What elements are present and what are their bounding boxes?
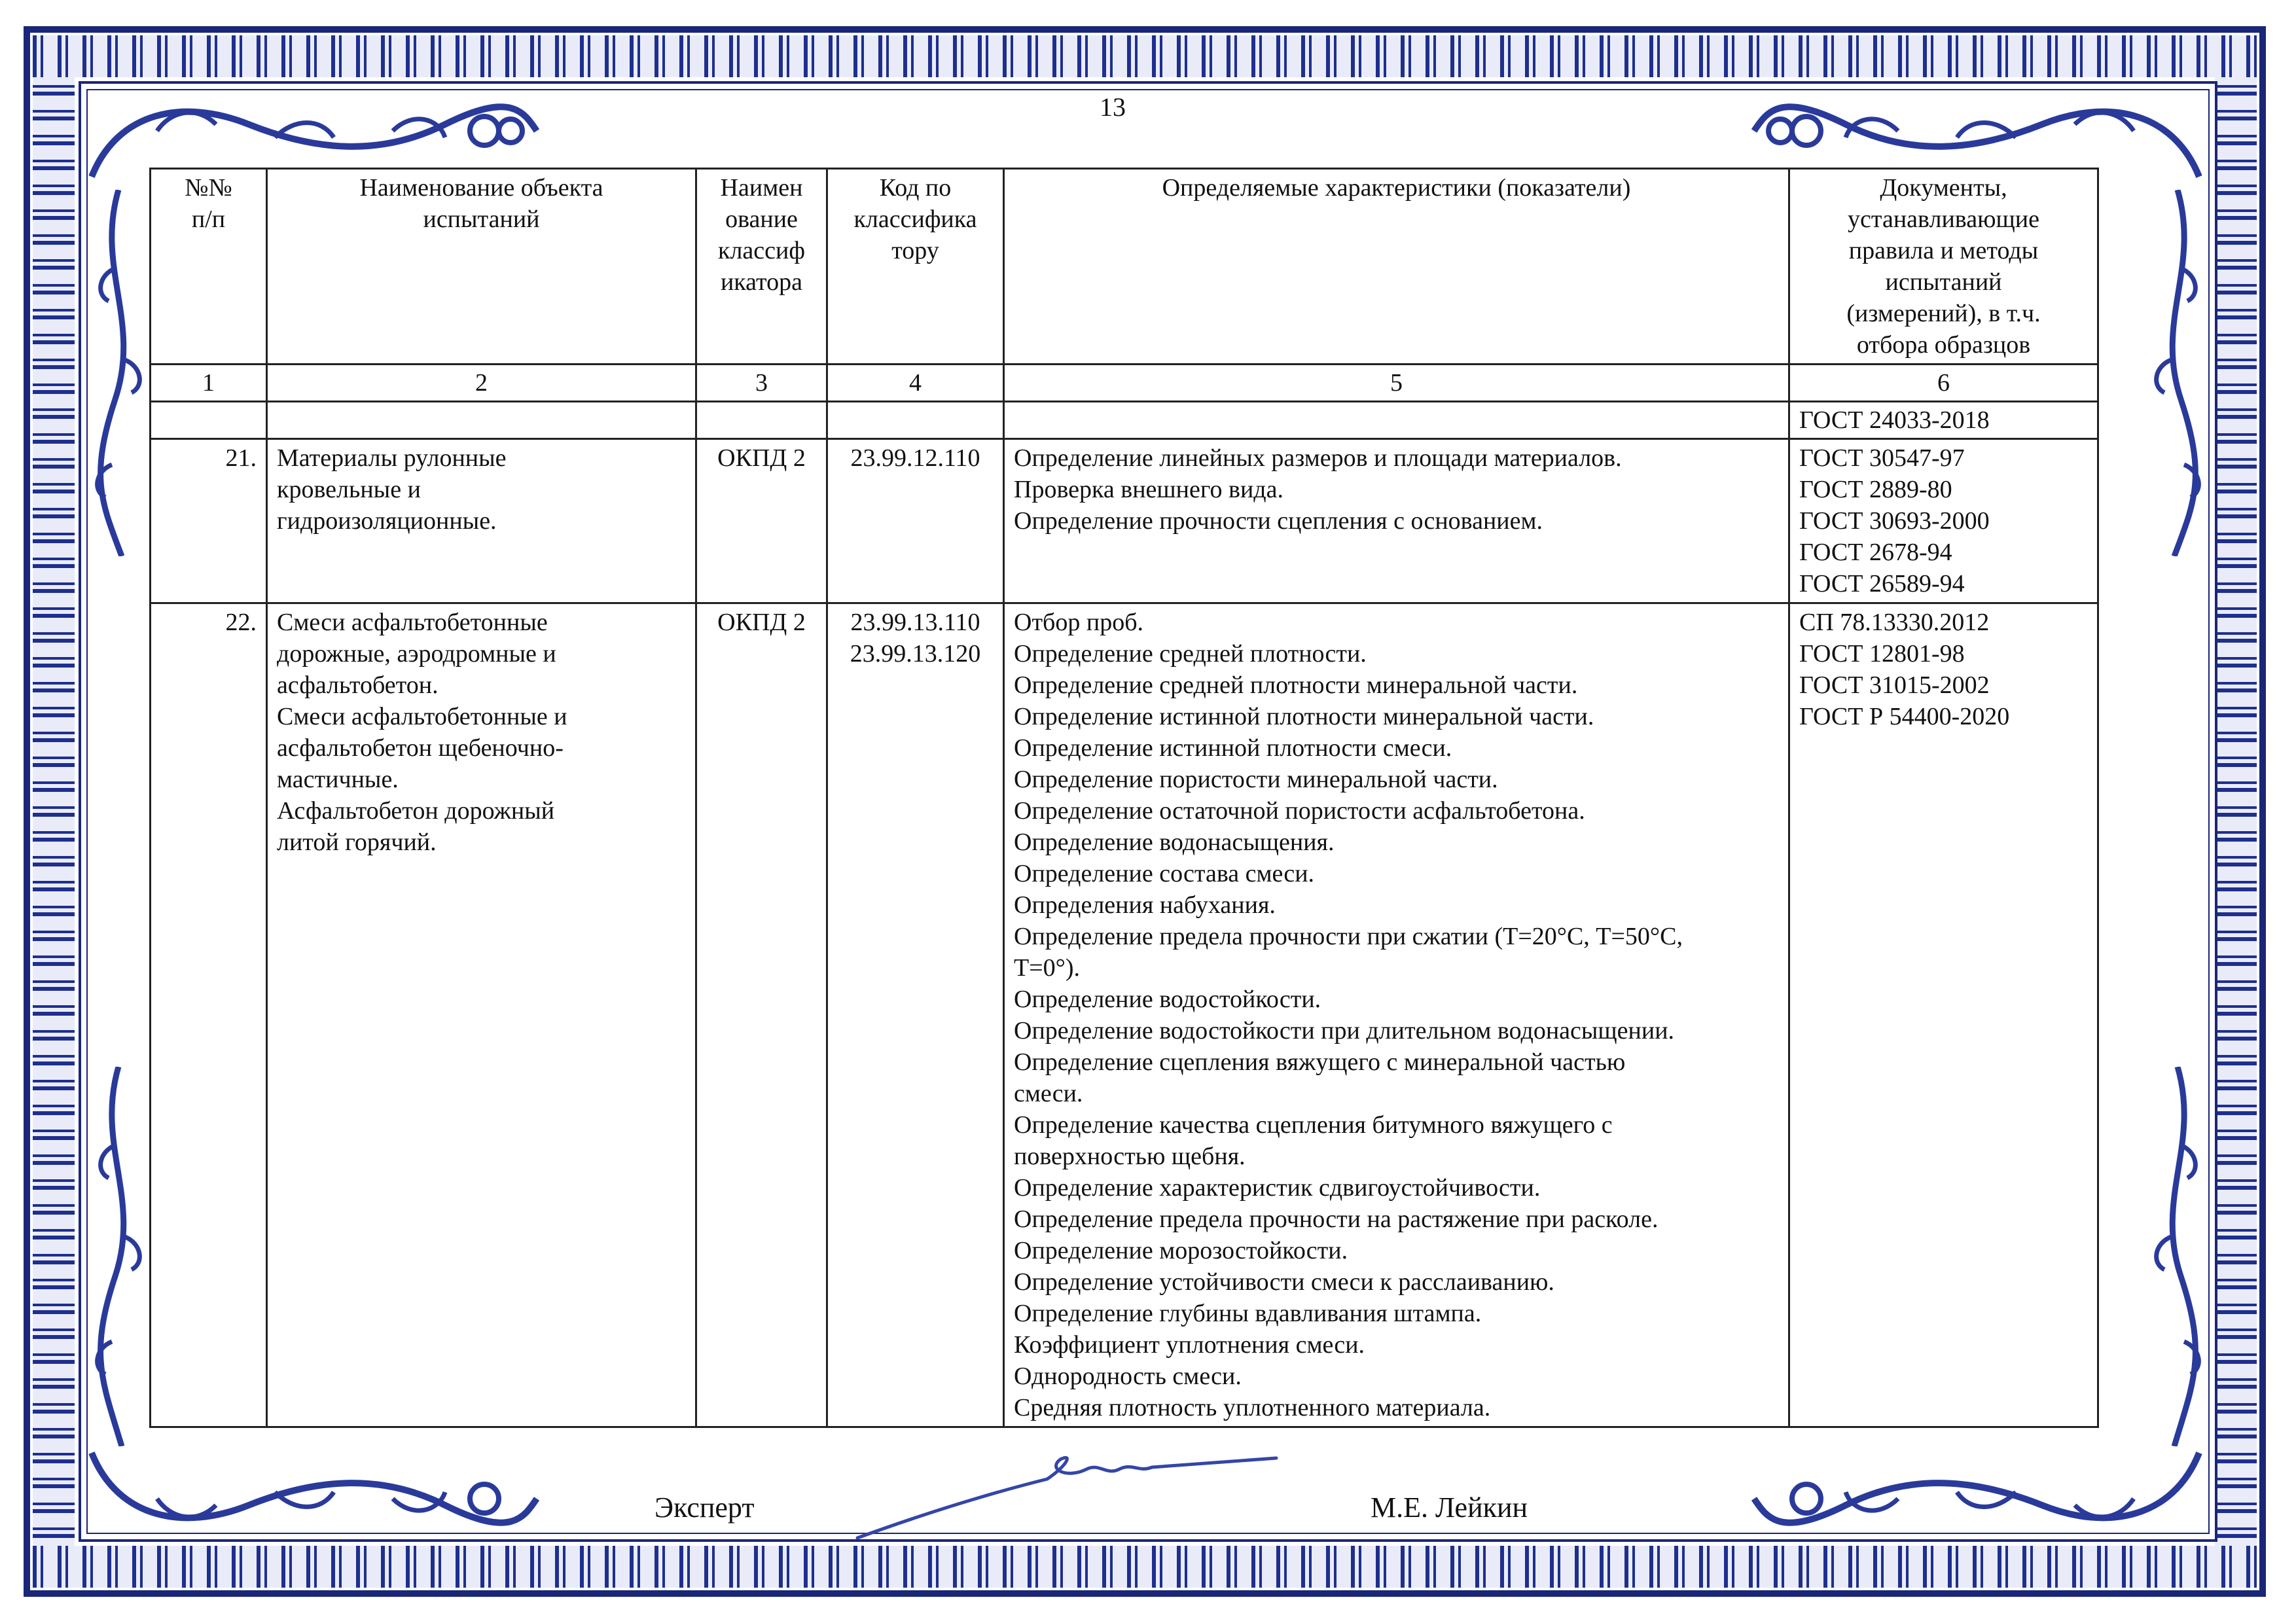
row-classifier: ОКПД 2 [696,603,827,1427]
carryover-document: ГОСТ 24033-2018 [1789,402,2098,439]
left-bottom-vine-ornament [89,1067,148,1446]
header-number: №№ п/п [151,169,267,365]
row-documents: ГОСТ 30547-97 ГОСТ 2889-80 ГОСТ 30693-2000 ГОСТ 2678-94 ГОСТ 26589-94 [1789,439,2098,603]
row-characteristics: Определение линейных размеров и площади материалов. Проверка внешнего вида. Определение прочности сцепления с основанием. [1004,439,1789,603]
row-number: 21. [151,439,267,603]
header-code: Код по классифика тору [827,169,1004,365]
header-characteristics: Определяемые характеристики (показатели) [1004,169,1789,365]
header-object: Наименование объекта испытаний [267,169,696,365]
carryover-row [151,402,2098,439]
row-characteristics: Отбор проб. Определение средней плотности. Определение средней плотности минеральной части. Определение истинной плотности минеральной части. Определение истинной плотности смеси. Определение пористости минеральной части. Определение остаточной пористости асфальтобетона. Определение водонасыщения. Определение состава смеси. Определения набухания. Определение предела прочности при сжатии (Т=20°С, Т=50°С, Т=0°). Определение водостойкости. Определение водостойкости при длительном водонасыщении. Определение сцепления вяжущего с минеральной частью смеси. Определение качества сцепления битумного вяжущего с поверхностью щебня. Определение характеристик сдвигоустойчивости. Определение предела прочности на растяжение при расколе. Определение морозостойкости. Определение устойчивости смеси к расслаиванию. Определение глубины вдавливания штампа. Коэффициент уплотнения смеси. Однородность смеси. Средняя плотность уплотненного материала. [1004,603,1789,1427]
signature-scribble-icon [851,1440,1309,1544]
row-codes: 23.99.12.110 [827,439,1004,603]
header-documents: Документы, устанавливающие правила и методы испытаний (измерений), в т.ч. отбора образцов [1789,169,2098,365]
left-top-vine-ornament [89,190,148,556]
row-documents: СП 78.13330.2012 ГОСТ 12801-98 ГОСТ 31015-2002 ГОСТ Р 54400-2020 [1789,603,2098,1427]
column-number: 4 [827,365,1004,402]
page-number: 13 [1100,92,1126,122]
header-row [151,169,2098,365]
column-number: 2 [267,365,696,402]
column-number-row [151,365,2098,402]
table-row [151,603,2098,1427]
table-row [151,439,2098,603]
column-number: 5 [1004,365,1789,402]
row-number: 22. [151,603,267,1427]
row-object: Смеси асфальтобетонные дорожные, аэродромные и асфальтобетон. Смеси асфальтобетонные и асфальтобетон щебеночно- мастичные. Асфальтобетон дорожный литой горячий. [267,603,696,1427]
header-classifier: Наимен ование классиф икатора [696,169,827,365]
row-classifier: ОКПД 2 [696,439,827,603]
column-number: 6 [1789,365,2098,402]
bottom-left-ornament [79,1446,550,1544]
column-number: 1 [151,365,267,402]
right-top-vine-ornament [2148,190,2207,556]
certificate-table-wrapper [149,168,2097,1428]
bottom-right-ornament [1741,1446,2212,1544]
right-bottom-vine-ornament [2148,1067,2207,1446]
expert-name: М.Е. Лейкин [1371,1491,1528,1524]
column-number: 3 [696,365,827,402]
row-codes: 23.99.13.110 23.99.13.120 [827,603,1004,1427]
test-scope-table [149,168,2099,1428]
row-object: Материалы рулонные кровельные и гидроизоляционные. [267,439,696,603]
expert-label: Эксперт [655,1491,755,1524]
